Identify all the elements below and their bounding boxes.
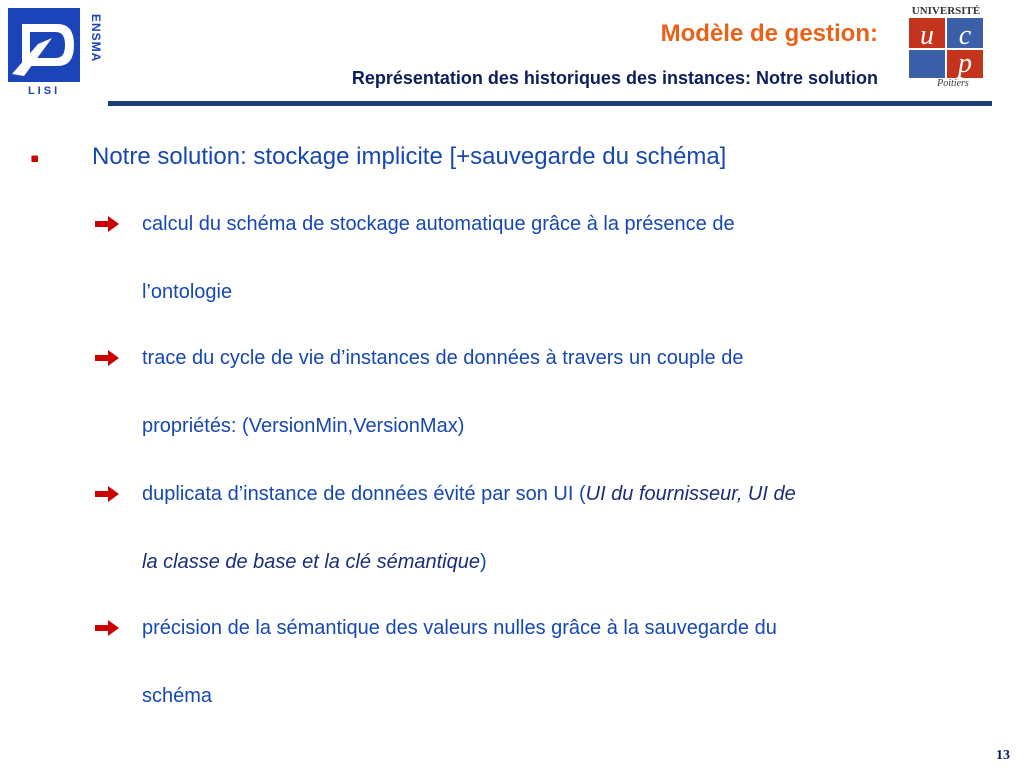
- arrow-right-icon: [94, 485, 120, 503]
- square-bullet-icon: ▪: [30, 143, 40, 173]
- list-item-line: [142, 528, 992, 596]
- list-item: [142, 324, 992, 460]
- arrow-right-icon: [94, 215, 120, 233]
- lisi-logo-text: L I S I: [28, 85, 58, 97]
- svg-text:p: p: [958, 48, 972, 79]
- list-item: [142, 594, 992, 730]
- list-item-line: propriétés: (VersionMin,VersionMax): [142, 415, 465, 437]
- list-item: [142, 190, 992, 326]
- list-item-text: ): [479, 551, 487, 573]
- list-item-line: précision de la sémantique des valeurs nulles grâce à la sauvegarde du: [142, 617, 777, 639]
- ensma-logo-text: ENSMA: [89, 14, 103, 63]
- list-item-line: trace du cycle de vie d’instances de données à travers un couple de: [142, 347, 744, 369]
- svg-text:u: u: [920, 20, 934, 51]
- header-divider: [108, 101, 992, 106]
- poitiers-logo-text: Poitiers: [937, 78, 969, 89]
- list-item-line: l’ontologie: [142, 281, 233, 303]
- slide-subtitle: Représentation des historiques des instances: Notre solution: [351, 68, 878, 88]
- svg-text:c: c: [958, 20, 972, 51]
- list-item-line: schéma: [142, 685, 213, 707]
- list-item-italic-text: UI du fournisseur, UI de: [585, 483, 796, 505]
- list-item-text: duplicata d’instance de données évité par son UI (: [142, 483, 586, 505]
- lisi-ensma-logo: [8, 8, 103, 97]
- arrow-right-icon: [94, 619, 120, 637]
- list-item: [142, 460, 992, 596]
- list-item-line: calcul du schéma de stockage automatique grâce à la présence de: [142, 213, 735, 235]
- main-bullet-text: Notre solution: stockage implicite [+sauvegarde du schéma]: [92, 143, 727, 170]
- slide-title: Modèle de gestion:: [660, 20, 878, 47]
- universite-poitiers-logo: [905, 2, 987, 88]
- arrow-right-icon: [94, 349, 120, 367]
- page-number: 13: [996, 748, 1010, 763]
- list-item-line: [142, 460, 992, 528]
- list-item-italic-text: la classe de base et la clé sémantique: [142, 551, 480, 573]
- universite-logo-text: UNIVERSITÉ: [911, 5, 981, 17]
